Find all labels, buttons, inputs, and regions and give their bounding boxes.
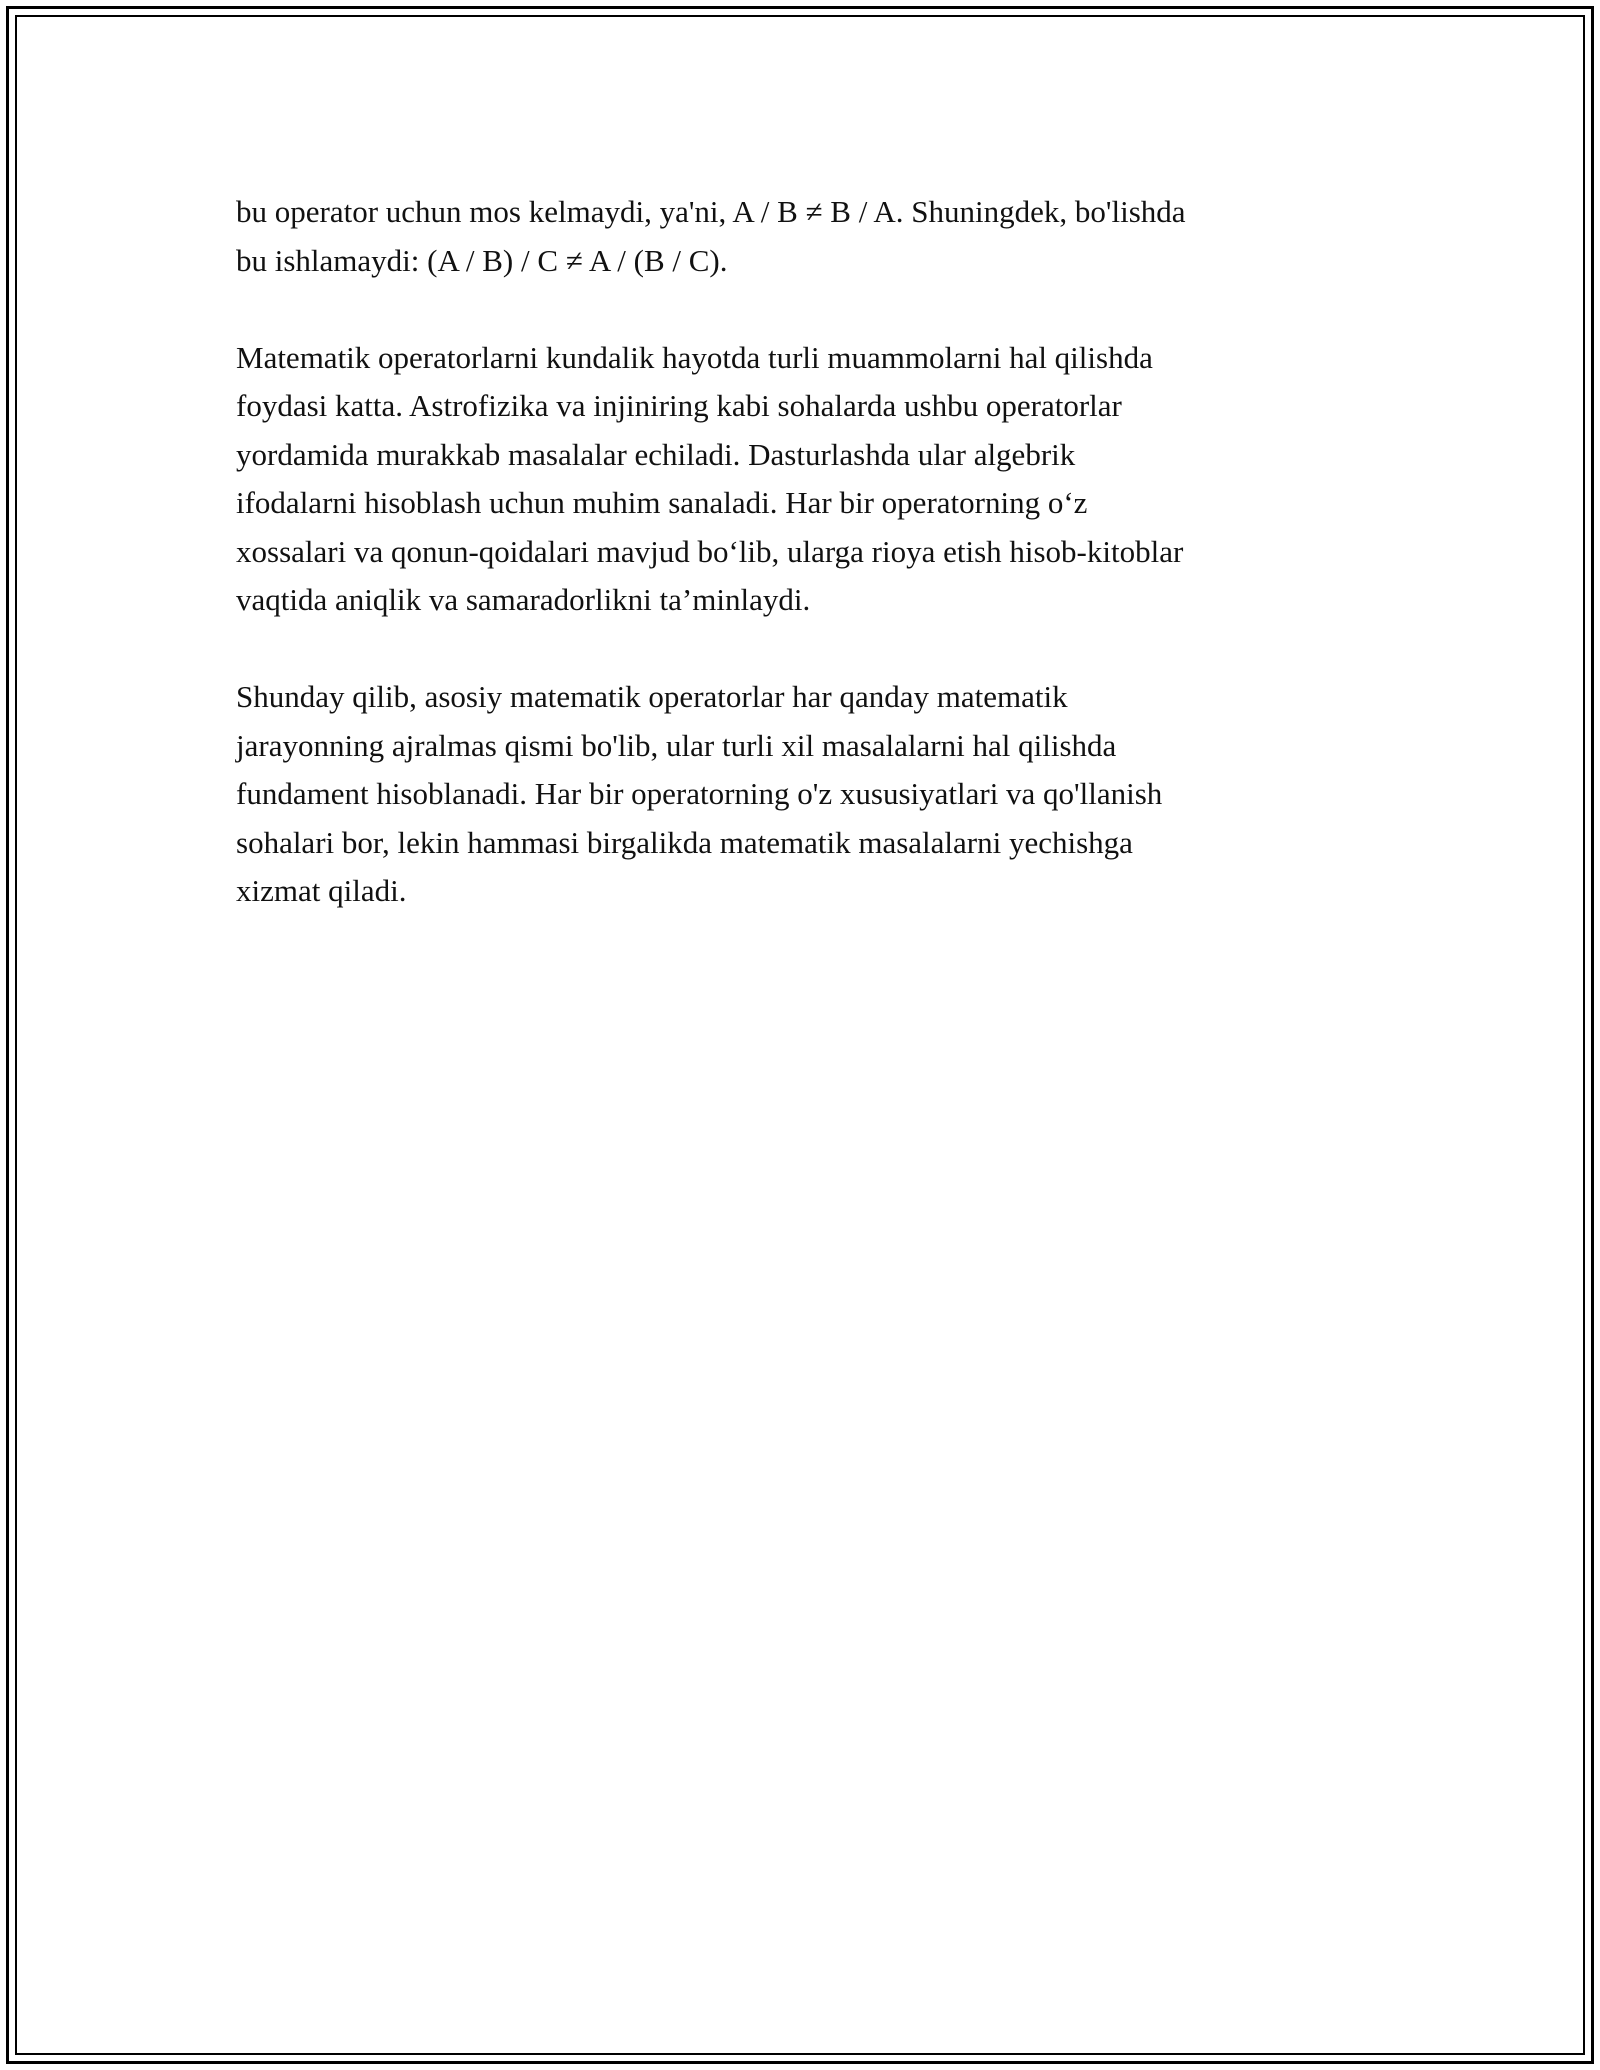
document-body — [236, 188, 1376, 964]
paragraph-2 — [236, 334, 1376, 625]
text-line: xizmat qiladi. — [236, 873, 407, 908]
paragraph-1 — [236, 188, 1376, 285]
text-line: Shunday qilib, asosiy matematik operatorlar har qanday matematik — [236, 679, 1068, 714]
text-line: xossalari va qonun-qoidalari mavjud bo‘lib, ularga rioya etish hisob-kitoblar — [236, 533, 1184, 569]
text-line: sohalari bor, lekin hammasi birgalikda matematik masalalarni yechishga — [236, 824, 1133, 860]
text-line: ifodalarni hisoblash uchun muhim sanaladi. Har bir operatorning o‘z — [236, 485, 1088, 520]
text-line: bu operator uchun mos kelmaydi, ya'ni, A / B ≠ B / A. Shuningdek, bo'lishda — [236, 194, 1186, 229]
paragraph-3 — [236, 673, 1376, 916]
text-line: Matematik operatorlarni kundalik hayotda turli muammolarni hal qilishda — [236, 339, 1153, 375]
text-line: bu ishlamaydi: (A / B) / C ≠ A / (B / C). — [236, 242, 728, 278]
text-line: yordamida murakkab masalalar echiladi. Dasturlashda ular algebrik — [236, 436, 1076, 472]
text-line: fundament hisoblanadi. Har bir operatorning o'z xususiyatlari va qo'llanish — [236, 776, 1163, 811]
text-line: jarayonning ajralmas qismi bo'lib, ular turli xil masalalarni hal qilishda — [236, 727, 1117, 763]
text-line: foydasi katta. Astrofizika va injiniring kabi sohalarda ushbu operatorlar — [236, 388, 1122, 423]
text-line: vaqtida aniqlik va samaradorlikni ta’minlaydi. — [236, 582, 811, 617]
